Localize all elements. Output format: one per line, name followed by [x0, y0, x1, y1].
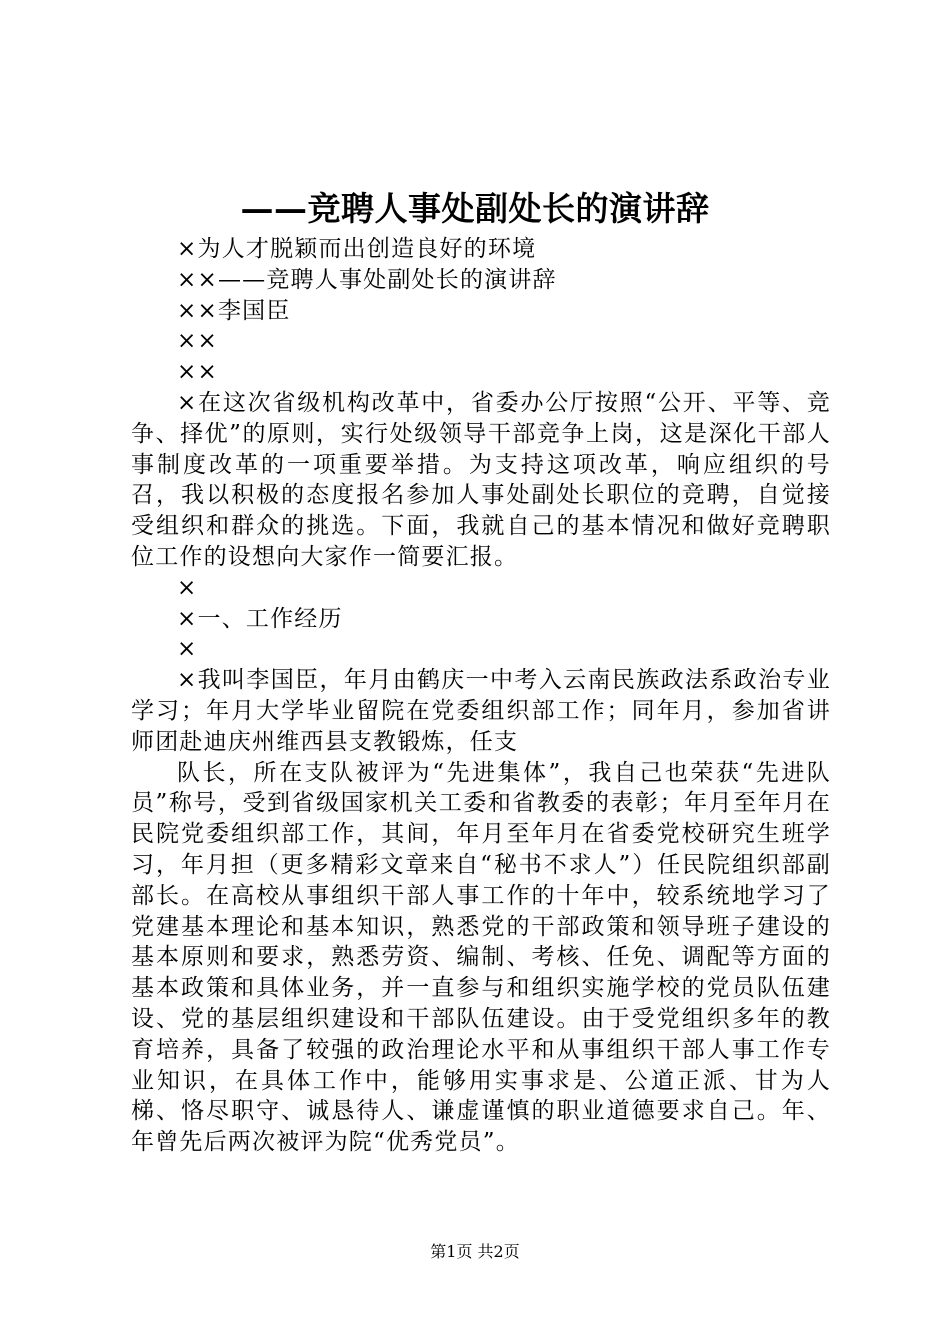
paragraph-author: ××李国臣 — [177, 297, 291, 324]
paragraph-marker: × — [177, 636, 198, 663]
section-heading-work-history: ×一、工作经历 — [177, 605, 343, 632]
document-title: ——竞聘人事处副处长的演讲辞 — [240, 189, 710, 228]
paragraph-marker: × — [177, 574, 198, 601]
paragraph-marker: ×× — [177, 359, 218, 386]
paragraph-work-history-continued: 队长，所在支队被评为“先进集体”，我自己也荣获“先进队员”称号，受到省级国家机关工委和省教委的表彰；年月至年月在民院党委组织部工作，其间，年月至年月在省委党校研究生班学习，年月担（更多精彩文章来自“秘书不求人”）任民院组织部副部长。在高校从事组织干部人事工作的十年中，较系统地学习了党建基本理论和基本知识，熟悉党的干部政策和领导班子建设的基本原则和要求，熟悉劳资、编制、考核、任免、调配等方面的基本政策和具体业务，并一直参与和组织实施学校的党员队伍建设、党的基层组织建设和干部队伍建设。由于受党组织多年的教育培养，具备了较强的政治理论水平和从事组织干部人事工作专业知识，在具体工作中，能够用实事求是、公道正派、甘为人梯、恪尽职守、诚恳待人、谦虚谨慎的职业道德要求自己。年、年曾先后两次被评为院“优秀党员”。 — [131, 759, 831, 1156]
page-footer: 第1页 共2页 — [430, 1242, 520, 1261]
document-body — [131, 234, 831, 1158]
paragraph-subtitle: ×为人才脱颖而出创造良好的环境 — [177, 236, 537, 262]
paragraph-speech-title: ××——竞聘人事处副处长的演讲辞 — [177, 266, 557, 293]
paragraph-work-history: ×我叫李国臣，年月由鹤庆一中考入云南民族政法系政治专业学习；年月大学毕业留院在党委组织部工作；同年月，参加省讲师团赴迪庆州维西县支教锻炼，任支 — [131, 667, 831, 755]
paragraph-intro: ×在这次省级机构改革中，省委办公厅按照“公开、平等、竞争、择优”的原则，实行处级领导干部竞争上岗，这是深化干部人事制度改革的一项重要举措。为支持这项改革，响应组织的号召，我以积极的态度报名参加人事处副处长职位的竞聘，自觉接受组织和群众的挑选。下面，我就自己的基本情况和做好竞聘职位工作的设想向大家作一简要汇报。 — [131, 389, 831, 570]
paragraph-marker: ×× — [177, 328, 218, 355]
